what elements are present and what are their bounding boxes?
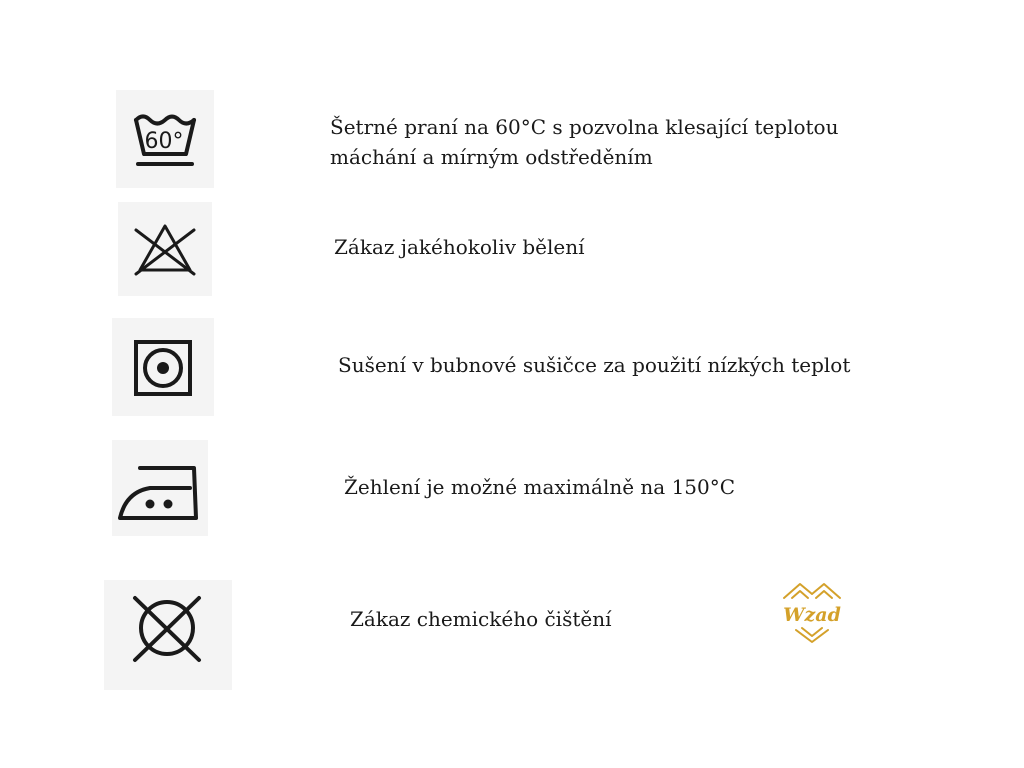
bleach-instruction-line-1: Zákaz jakéhokoliv bělení	[334, 235, 585, 259]
tumble-dry-tile	[112, 318, 214, 416]
tumble-dry-low-icon	[112, 318, 214, 416]
no-bleach-tile	[118, 202, 212, 296]
dry-instruction-line-1: Sušení v bubnové sušičce za použití nízkých teplot	[338, 353, 851, 377]
iron-instruction-line-1: Žehlení je možné maximálně na 150°C	[344, 475, 736, 499]
wash-temperature-label: 60°	[144, 129, 184, 154]
no-dry-clean-tile	[104, 580, 232, 690]
wash-60-tile	[116, 90, 214, 188]
iron-tile	[112, 440, 208, 536]
wash-60-icon	[116, 90, 214, 188]
no-dry-clean-icon	[104, 580, 232, 690]
wzad-logo	[772, 576, 852, 652]
wash-instruction-line-1: Šetrné praní na 60°C s pozvolna klesající teplotou	[330, 115, 839, 139]
wash-instruction-line-2: máchání a mírným odstředěním	[330, 145, 653, 169]
bleach-instruction	[334, 232, 585, 262]
wash-instruction	[330, 112, 838, 172]
dry-instruction	[338, 350, 850, 380]
iron-medium-icon	[112, 440, 208, 536]
dry-clean-instruction-line-1: Zákaz chemického čištění	[350, 607, 612, 631]
no-bleach-icon	[118, 202, 212, 296]
logo-text: Wzad	[783, 604, 841, 626]
iron-instruction	[344, 472, 735, 502]
dry-clean-instruction	[350, 604, 611, 634]
